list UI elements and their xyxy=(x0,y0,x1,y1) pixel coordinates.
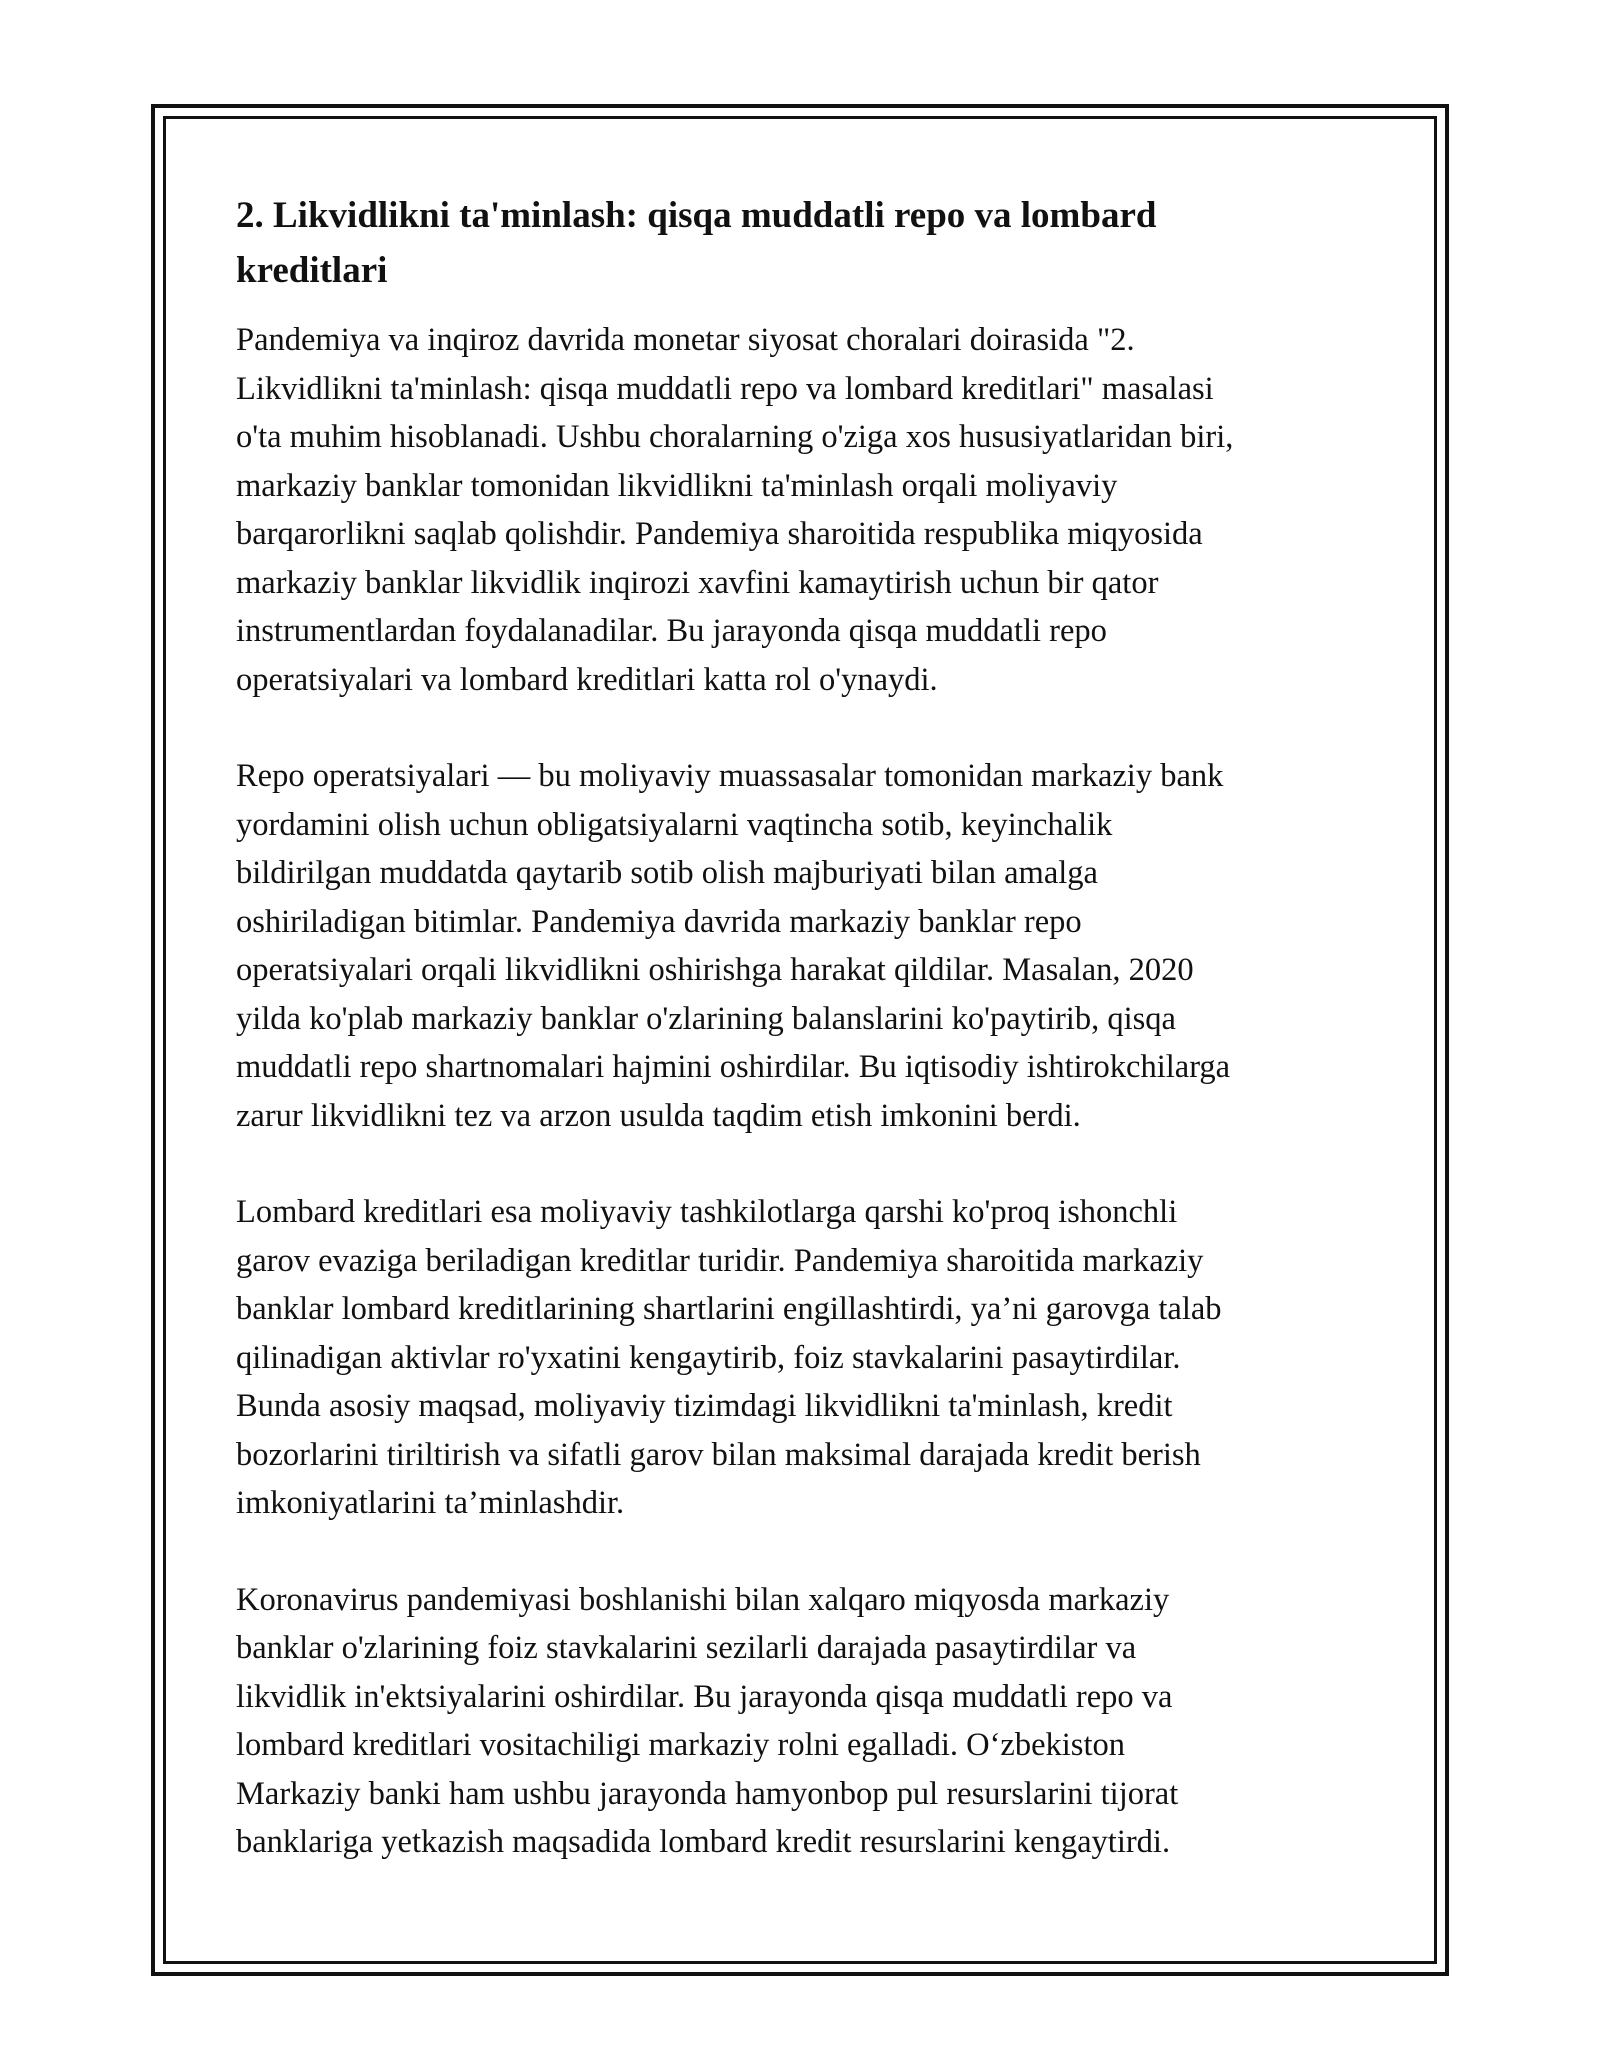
text-line: Bunda asosiy maqsad, moliyaviy tizimdagi likvidlikni ta'minlash, kredit xyxy=(236,1388,1173,1424)
text-line: Likvidlikni ta'minlash: qisqa muddatli repo va lombard kreditlari" masalasi xyxy=(236,370,1214,407)
text-line: oshiriladigan bitimlar. Pandemiya davrida markaziy banklar repo xyxy=(236,903,1082,940)
text-line: bozorlarini tiriltirish va sifatli garov bilan maksimal darajada kredit berish xyxy=(236,1436,1201,1473)
paragraph xyxy=(236,316,1366,704)
paragraph xyxy=(236,752,1366,1140)
text-line: markaziy banklar likvidlik inqirozi xavfini kamaytirish uchun bir qator xyxy=(236,564,1159,601)
text-line: banklar lombard kreditlarining shartlarini engillashtirdi, ya’ni garovga talab xyxy=(236,1291,1222,1327)
text-line: Lombard kreditlari esa moliyaviy tashkilotlarga qarshi ko'proq ishonchli xyxy=(236,1194,1178,1230)
section-heading-line: 2. Likvidlikni ta'minlash: qisqa muddatli repo va lombard xyxy=(236,195,1157,236)
section-heading xyxy=(236,188,1366,298)
text-line: markaziy banklar tomonidan likvidlikni ta'minlash orqali moliyaviy xyxy=(236,467,1118,504)
text-line: qilinadigan aktivlar ro'yxatini kengaytirib, foiz stavkalarini pasaytirdilar. xyxy=(236,1339,1181,1376)
text-line: Pandemiya va inqiroz davrida monetar siyosat choralari doirasida "2. xyxy=(236,322,1135,358)
text-line: yordamini olish uchun obligatsiyalarni vaqtincha sotib, keyinchalik xyxy=(236,806,1113,843)
text-line: garov evaziga beriladigan kreditlar turidir. Pandemiya sharoitida markaziy xyxy=(236,1242,1204,1279)
text-line: likvidlik in'ektsiyalarini oshirdilar. Bu jarayonda qisqa muddatli repo va xyxy=(236,1678,1173,1715)
text-line: zarur likvidlikni tez va arzon usulda taqdim etish imkonini berdi. xyxy=(236,1097,1081,1134)
paragraph xyxy=(236,1188,1366,1528)
text-line: barqarorlikni saqlab qolishdir. Pandemiya sharoitida respublika miqyosida xyxy=(236,516,1203,552)
paragraph xyxy=(236,1576,1366,1867)
text-line: banklar o'zlarining foiz stavkalarini sezilarli darajada pasaytirdilar va xyxy=(236,1630,1137,1666)
section-heading-line: kreditlari xyxy=(236,250,388,291)
text-line: imkoniyatlarini ta’minlashdir. xyxy=(236,1485,625,1521)
text-line: muddatli repo shartnomalari hajmini oshirdilar. Bu iqtisodiy ishtirokchilarga xyxy=(236,1049,1231,1085)
text-line: operatsiyalari va lombard kreditlari katta rol o'ynaydi. xyxy=(236,661,938,698)
text-line: operatsiyalari orqali likvidlikni oshirishga harakat qildilar. Masalan, 2020 xyxy=(236,952,1194,988)
text-line: bildirilgan muddatda qaytarib sotib olish majburiyati bilan amalga xyxy=(236,855,1098,891)
text-line: yilda ko'plab markaziy banklar o'zlarining balanslarini ko'paytirib, qisqa xyxy=(236,1000,1176,1037)
document-body xyxy=(236,188,1366,1915)
text-line: Repo operatsiyalari — bu moliyaviy muassasalar tomonidan markaziy bank xyxy=(236,758,1224,794)
text-line: Markaziy banki ham ushbu jarayonda hamyonbop pul resurslarini tijorat xyxy=(236,1775,1179,1812)
text-line: o'ta muhim hisoblanadi. Ushbu choralarning o'ziga xos hususiyatlaridan biri, xyxy=(236,419,1234,455)
text-line: lombard kreditlari vositachiligi markaziy rolni egalladi. O‘zbekiston xyxy=(236,1727,1125,1763)
text-line: instrumentlardan foydalanadilar. Bu jarayonda qisqa muddatli repo xyxy=(236,613,1107,649)
text-line: banklariga yetkazish maqsadida lombard kredit resurslarini kengaytirdi. xyxy=(236,1824,1171,1860)
text-line: Koronavirus pandemiyasi boshlanishi bilan xalqaro miqyosda markaziy xyxy=(236,1581,1170,1618)
